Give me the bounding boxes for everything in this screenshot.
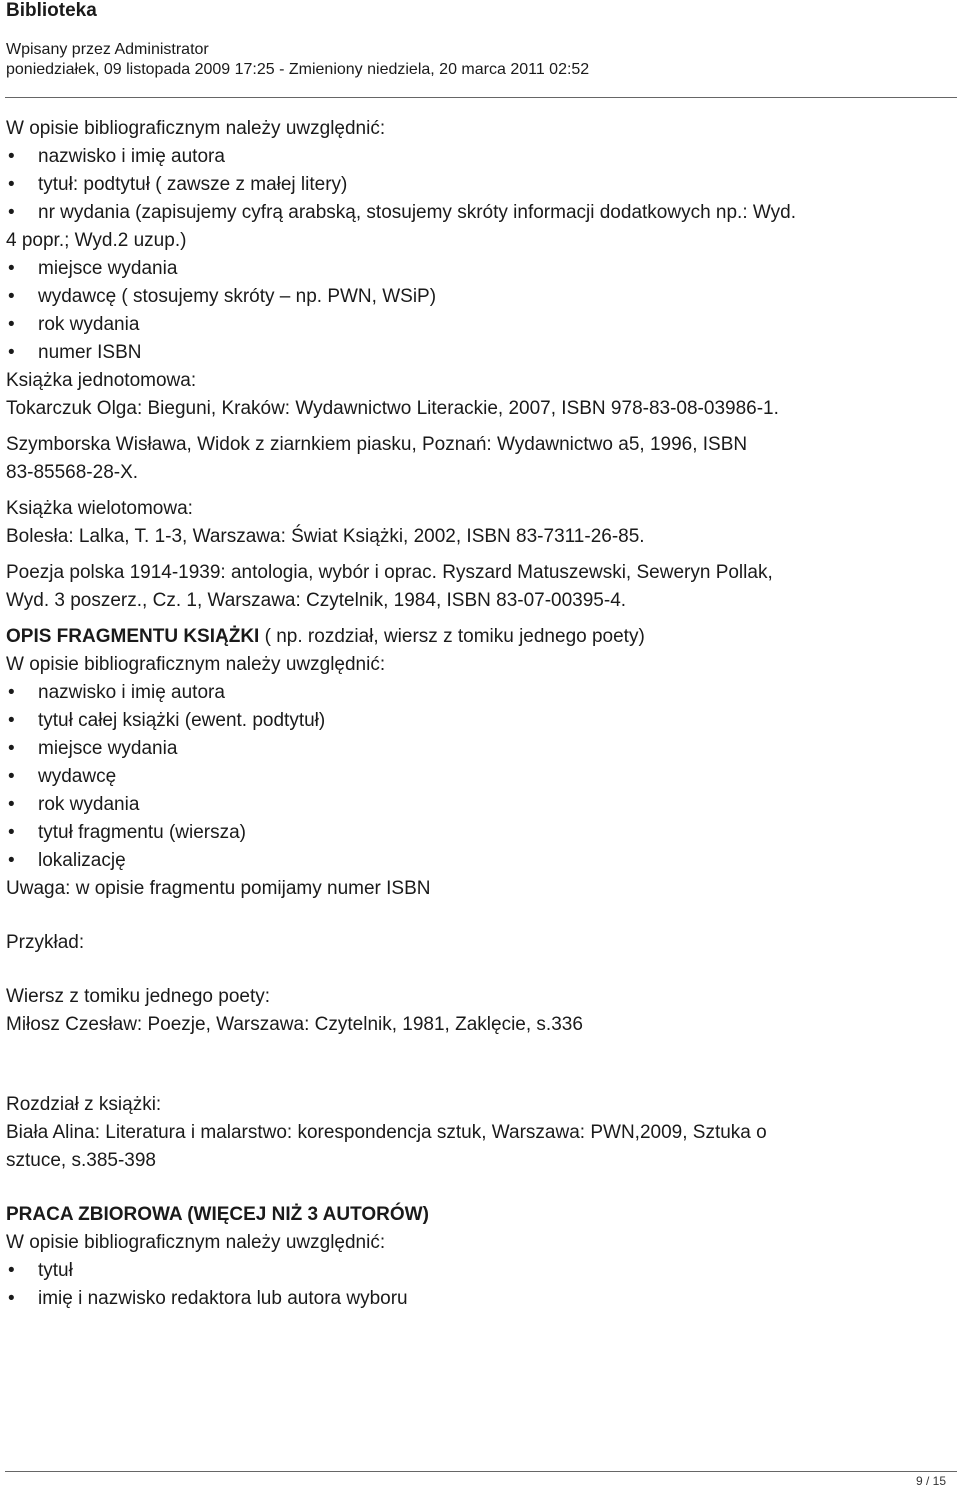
collective-heading: PRACA ZBIOROWA (WIĘCEJ NIŻ 3 AUTORÓW) xyxy=(6,1204,429,1225)
list-item: • tytuł: podtytuł ( zawsze z małej litery) xyxy=(6,171,954,199)
bullet-icon: • xyxy=(8,822,15,843)
example-entry-continuation: Wyd. 3 poszerz., Cz. 1, Warszawa: Czytelnik, 1984, ISBN 83-07-00395-4. xyxy=(6,590,627,611)
example-entry: Poezja polska 1914-1939: antologia, wybór i oprac. Ryszard Matuszewski, Seweryn Pollak, xyxy=(6,562,773,583)
bullet-icon: • xyxy=(8,710,15,731)
multi-volume-label: Książka wielotomowa: xyxy=(6,498,193,519)
example-entry: Biała Alina: Literatura i malarstwo: korespondencja sztuk, Warszawa: PWN,2009, Sztuka o xyxy=(6,1122,767,1143)
footer-divider xyxy=(5,1471,957,1472)
list-item: • lokalizację xyxy=(6,847,954,875)
bullet-icon: • xyxy=(8,850,15,871)
list-item: • numer ISBN xyxy=(6,339,954,367)
bullet-icon: • xyxy=(8,794,15,815)
list-item: • rok wydania xyxy=(6,311,954,339)
list-item: • imię i nazwisko redaktora lub autora wyboru xyxy=(6,1285,954,1313)
note-text: Uwaga: w opisie fragmentu pomijamy numer ISBN xyxy=(6,878,431,899)
bullet-icon: • xyxy=(8,738,15,759)
list-item: • tytuł całej książki (ewent. podtytuł) xyxy=(6,707,954,735)
bullet-icon: • xyxy=(8,1260,15,1281)
list-item: • nr wydania (zapisujemy cyfrą arabską, stosujemy skróty informacji dodatkowych np.: Wyd. xyxy=(6,199,954,227)
example-label: Przykład: xyxy=(6,932,85,953)
bullet-icon: • xyxy=(8,286,15,307)
list-item: • wydawcę xyxy=(6,763,954,791)
bullet-icon: • xyxy=(8,1288,15,1309)
list-item: • wydawcę ( stosujemy skróty – np. PWN, WSiP) xyxy=(6,283,954,311)
list-item: • nazwisko i imię autora xyxy=(6,143,954,171)
example-entry: Bolesła: Lalka, T. 1-3, Warszawa: Świat Książki, 2002, ISBN 83-7311-26-85. xyxy=(6,526,645,547)
example-entry-continuation: sztuce, s.385-398 xyxy=(6,1150,156,1171)
chapter-label: Rozdział z książki: xyxy=(6,1094,162,1115)
list-item: • tytuł xyxy=(6,1257,954,1285)
list-item: • nazwisko i imię autora xyxy=(6,679,954,707)
fragment-heading: OPIS FRAGMENTU KSIĄŻKI ( np. rozdział, wiersz z tomiku jednego poety) xyxy=(6,626,645,647)
example-entry-continuation: 83-85568-28-X. xyxy=(6,462,139,483)
intro-text: W opisie bibliograficznym należy uwzględnić: xyxy=(6,654,386,675)
list-item: • rok wydania xyxy=(6,791,954,819)
list-item: • tytuł fragmentu (wiersza) xyxy=(6,819,954,847)
fragment-heading-bold: OPIS FRAGMENTU KSIĄŻKI xyxy=(6,626,260,647)
header-divider xyxy=(5,97,957,98)
author-line: Wpisany przez Administrator xyxy=(6,41,209,58)
example-entry: Szymborska Wisława, Widok z ziarnkiem piasku, Poznań: Wydawnictwo a5, 1996, ISBN xyxy=(6,434,748,455)
article-body xyxy=(6,115,954,1313)
intro-text: W opisie bibliograficznym należy uwzględnić: xyxy=(6,118,386,139)
list-item: • miejsce wydania xyxy=(6,735,954,763)
date-line: poniedziałek, 09 listopada 2009 17:25 - Zmieniony niedziela, 20 marca 2011 02:52 xyxy=(6,61,590,78)
bullet-icon: • xyxy=(8,202,15,223)
page-header xyxy=(6,0,956,80)
bullet-icon: • xyxy=(8,258,15,279)
bullet-icon: • xyxy=(8,174,15,195)
poem-label: Wiersz z tomiku jednego poety: xyxy=(6,986,271,1007)
bullet-icon: • xyxy=(8,146,15,167)
bullet-icon: • xyxy=(8,682,15,703)
intro-text: W opisie bibliograficznym należy uwzględnić: xyxy=(6,1232,386,1253)
single-volume-label: Książka jednotomowa: xyxy=(6,370,197,391)
site-title: Biblioteka xyxy=(6,0,97,21)
bullet-icon: • xyxy=(8,314,15,335)
list-item-continuation: 4 popr.; Wyd.2 uzup.) xyxy=(6,230,187,251)
example-entry: Tokarczuk Olga: Bieguni, Kraków: Wydawnictwo Literackie, 2007, ISBN 978-83-08-03986-1. xyxy=(6,398,779,419)
bullet-icon: • xyxy=(8,342,15,363)
page-number: 9 / 15 xyxy=(915,1474,946,1488)
bullet-icon: • xyxy=(8,766,15,787)
list-item: • miejsce wydania xyxy=(6,255,954,283)
example-entry: Miłosz Czesław: Poezje, Warszawa: Czytelnik, 1981, Zaklęcie, s.336 xyxy=(6,1014,583,1035)
